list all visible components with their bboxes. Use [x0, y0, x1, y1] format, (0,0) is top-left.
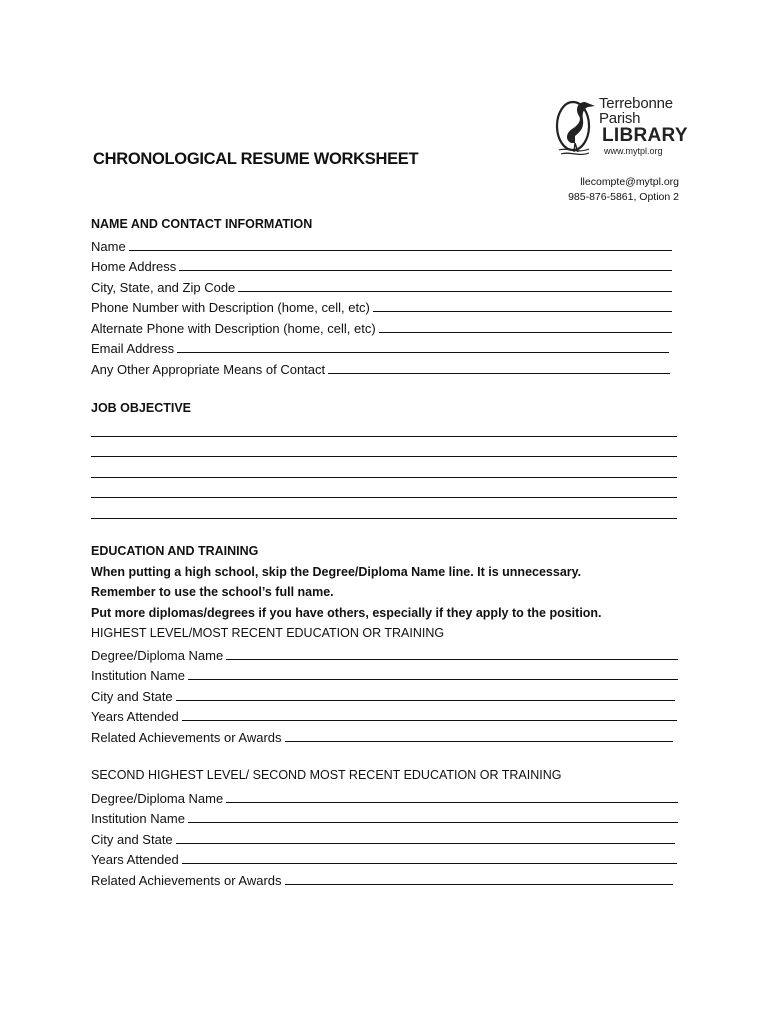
- field-label: Years Attended: [91, 709, 179, 724]
- fill-line[interactable]: [129, 250, 672, 251]
- field-achievements-2[interactable]: [91, 870, 673, 888]
- page-title: CHRONOLOGICAL RESUME WORKSHEET: [93, 150, 419, 168]
- education-note: Put more diplomas/degrees if you have others, especially if they apply to the position.: [91, 606, 602, 620]
- field-achievements-1[interactable]: [91, 727, 673, 745]
- field-email[interactable]: [91, 338, 669, 356]
- logo-url: www.mytpl.org: [604, 146, 663, 156]
- fill-line[interactable]: [188, 822, 678, 823]
- field-label: Degree/Diploma Name: [91, 648, 224, 663]
- fill-line[interactable]: [176, 700, 675, 701]
- field-degree-1[interactable]: [91, 645, 678, 663]
- field-city-state-zip[interactable]: [91, 277, 672, 295]
- fill-line[interactable]: [226, 659, 678, 660]
- field-home-address[interactable]: [91, 256, 672, 274]
- field-label: Name: [91, 239, 126, 254]
- subsection-heading-second: SECOND HIGHEST LEVEL/ SECOND MOST RECENT EDUCATION OR TRAINING: [91, 768, 562, 782]
- fill-line[interactable]: [188, 679, 678, 680]
- field-label: Email Address: [91, 341, 175, 356]
- subsection-heading-highest: HIGHEST LEVEL/MOST RECENT EDUCATION OR TRAINING: [91, 626, 445, 640]
- field-label: Related Achievements or Awards: [91, 730, 282, 745]
- logo-line-terrebonne: Terrebonne: [599, 95, 673, 112]
- fill-line[interactable]: [285, 884, 673, 885]
- field-label: Institution Name: [91, 668, 185, 683]
- field-alternate-phone[interactable]: [91, 318, 672, 336]
- field-city-state-2[interactable]: [91, 829, 675, 847]
- fill-line[interactable]: [176, 843, 675, 844]
- fill-line[interactable]: [226, 802, 678, 803]
- field-city-state-1[interactable]: [91, 686, 675, 704]
- education-note: Remember to use the school’s full name.: [91, 585, 334, 599]
- logo-line-parish: Parish: [599, 110, 641, 127]
- objective-line[interactable]: [91, 436, 677, 437]
- field-label: City and State: [91, 832, 173, 847]
- education-note: When putting a high school, skip the Degree/Diploma Name line. It is unnecessary.: [91, 565, 582, 579]
- fill-line[interactable]: [182, 720, 677, 721]
- field-label: Degree/Diploma Name: [91, 791, 224, 806]
- fill-line[interactable]: [328, 373, 670, 374]
- field-other-contact[interactable]: [91, 359, 670, 377]
- fill-line[interactable]: [373, 311, 672, 312]
- field-degree-2[interactable]: [91, 788, 678, 806]
- field-label: City, State, and Zip Code: [91, 280, 236, 295]
- objective-line[interactable]: [91, 518, 677, 519]
- objective-line[interactable]: [91, 497, 677, 498]
- fill-line[interactable]: [238, 291, 672, 292]
- fill-line[interactable]: [179, 270, 672, 271]
- logo-text: [599, 96, 689, 156]
- field-label: Any Other Appropriate Means of Contact: [91, 362, 326, 377]
- section-heading-education: EDUCATION AND TRAINING: [91, 544, 259, 558]
- field-institution-1[interactable]: [91, 665, 678, 683]
- field-label: Years Attended: [91, 852, 179, 867]
- fill-line[interactable]: [177, 352, 669, 353]
- contact-email: llecompte@mytpl.org: [580, 176, 679, 188]
- field-label: Phone Number with Description (home, cell, etc): [91, 300, 370, 315]
- objective-line[interactable]: [91, 477, 677, 478]
- fill-line[interactable]: [182, 863, 677, 864]
- fill-line[interactable]: [379, 332, 672, 333]
- field-name[interactable]: [91, 236, 672, 254]
- field-label: Alternate Phone with Description (home, cell, etc): [91, 321, 376, 336]
- contact-phone: 985-876-5861, Option 2: [568, 191, 679, 203]
- logo-line-library: LIBRARY: [602, 125, 688, 146]
- objective-line[interactable]: [91, 456, 677, 457]
- field-label: Related Achievements or Awards: [91, 873, 282, 888]
- field-years-2[interactable]: [91, 849, 677, 867]
- section-heading-contact: NAME AND CONTACT INFORMATION: [91, 217, 313, 231]
- heron-icon: [555, 96, 599, 158]
- field-label: Home Address: [91, 259, 177, 274]
- field-phone[interactable]: [91, 297, 672, 315]
- field-label: Institution Name: [91, 811, 185, 826]
- fill-line[interactable]: [285, 741, 673, 742]
- library-logo: [555, 95, 688, 162]
- field-years-1[interactable]: [91, 706, 677, 724]
- field-label: City and State: [91, 689, 173, 704]
- section-heading-objective: JOB OBJECTIVE: [91, 401, 192, 415]
- field-institution-2[interactable]: [91, 808, 678, 826]
